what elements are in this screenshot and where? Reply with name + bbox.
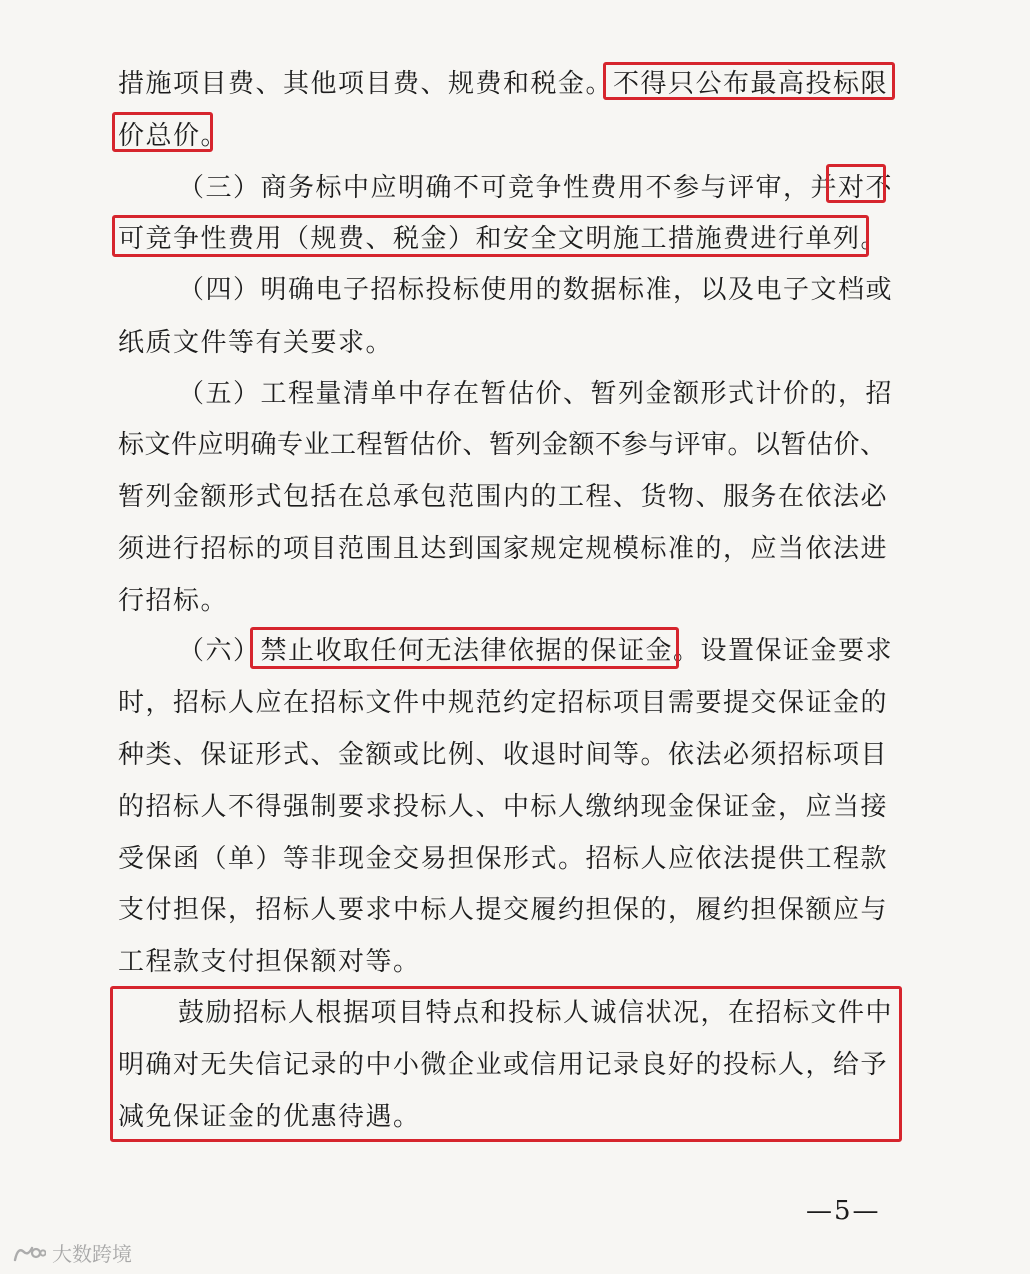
highlight-box-price-limit-a (603, 62, 895, 100)
text-line-16: 受保函（单）等非现金交易担保形式。招标人应依法提供工程款 (118, 844, 889, 874)
text-line-19: 鼓励招标人根据项目特点和投标人诚信状况，在招标文件中 (178, 998, 894, 1028)
highlight-box-fees-b (112, 215, 869, 257)
text-line-17: 支付担保，招标人要求中标人提交履约担保的，履约担保额应与 (118, 895, 889, 925)
text-line-1: 措施项目费、其他项目费、规费和税金。不得只公布最高投标限 (118, 69, 889, 99)
text-line-2: 价总价。 (118, 121, 229, 151)
watermark-text: 大数跨境 (52, 1242, 132, 1266)
highlight-box-price-limit-b (112, 112, 213, 152)
highlight-box-deposit-ban (250, 627, 679, 669)
highlight-box-fees-a (826, 164, 886, 203)
watermark-logo-icon (12, 1242, 46, 1264)
text-line-8: 标文件应明确专业工程暂估价、暂列金额不参与评审。以暂估价、 (118, 430, 887, 460)
text-line-18: 工程款支付担保额对等。 (118, 947, 421, 977)
text-line-12: （六）禁止收取任何无法律依据的保证金。设置保证金要求 (178, 636, 894, 666)
text-line-9: 暂列金额形式包括在总承包范围内的工程、货物、服务在依法必 (118, 482, 889, 512)
text-line-11: 行招标。 (118, 586, 229, 616)
text-line-7: （五）工程量清单中存在暂估价、暂列金额形式计价的，招 (178, 379, 894, 409)
text-line-15: 的招标人不得强制要求投标人、中标人缴纳现金保证金，应当接 (118, 792, 889, 822)
text-line-10: 须进行招标的项目范围且达到国家规定规模标准的，应当依法进 (118, 534, 889, 564)
text-line-20: 明确对无失信记录的中小微企业或信用记录良好的投标人，给予 (118, 1050, 889, 1080)
text-line-6: 纸质文件等有关要求。 (118, 328, 394, 358)
text-line-5: （四）明确电子招标投标使用的数据标准，以及电子文档或 (178, 275, 894, 305)
text-line-4: 可竞争性费用（规费、税金）和安全文明施工措施费进行单列。 (118, 224, 889, 254)
highlight-box-encourage-paragraph (110, 986, 902, 1142)
text-line-14: 种类、保证形式、金额或比例、收退时间等。依法必须招标项目 (118, 740, 889, 770)
text-line-13: 时，招标人应在招标文件中规范约定招标项目需要提交保证金的 (118, 688, 889, 718)
text-line-21: 减免保证金的优惠待遇。 (118, 1102, 421, 1132)
text-line-3: （三）商务标中应明确不可竞争性费用不参与评审，并对不 (178, 173, 894, 203)
watermark (12, 1238, 132, 1267)
page-number: —5— (806, 1196, 881, 1226)
